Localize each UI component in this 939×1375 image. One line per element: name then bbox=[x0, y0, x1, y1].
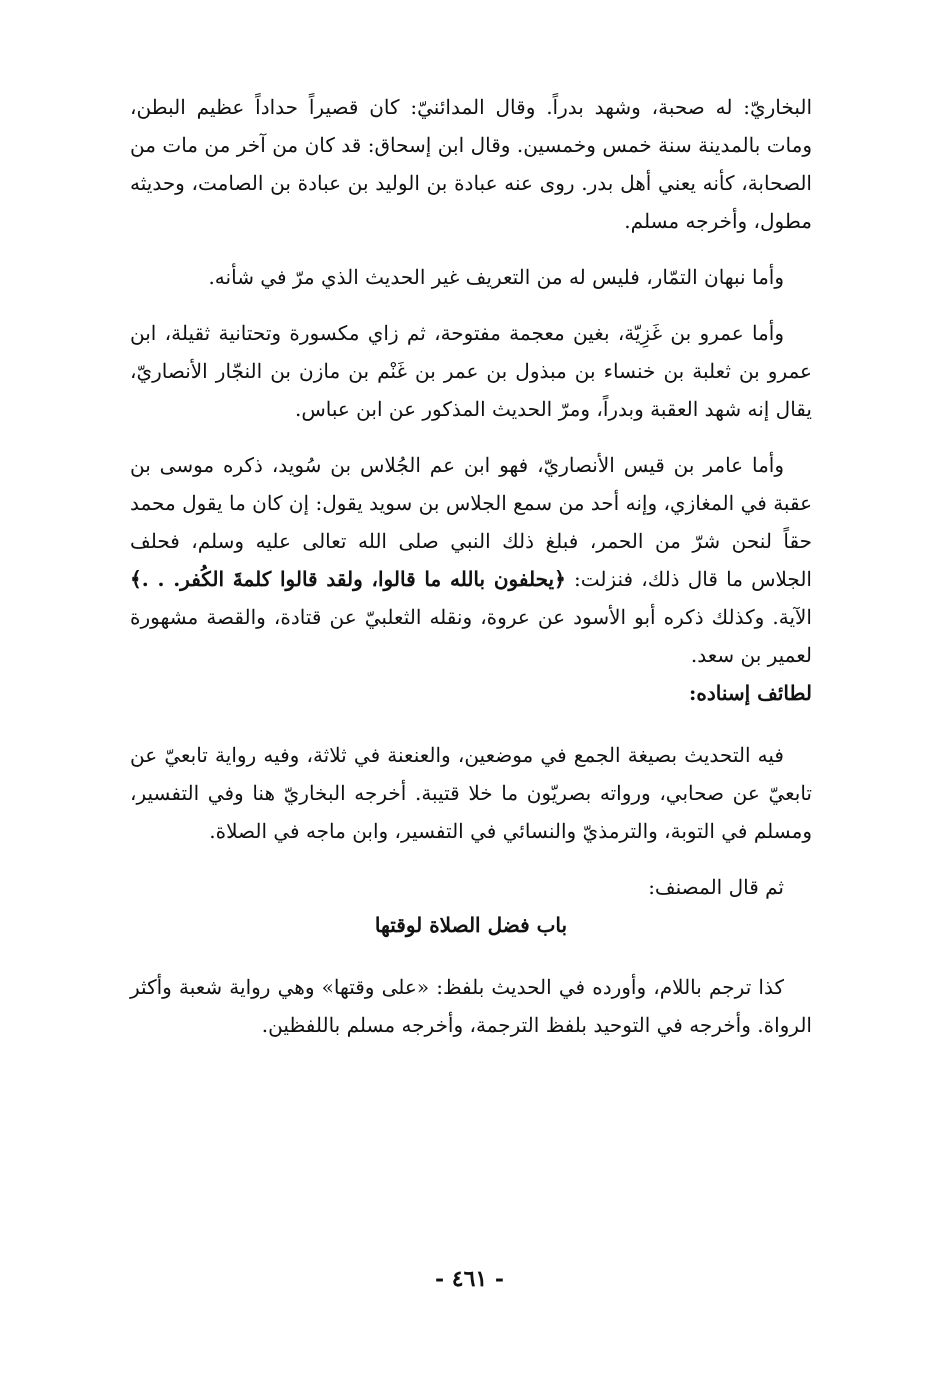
paragraph-amir-text-2: الآية. وكذلك ذكره أبو الأسود عن عروة، ونقله الثعلبيّ عن قتادة، والقصة مشهورة لعمير بن سعد. bbox=[130, 605, 812, 667]
page-body bbox=[130, 88, 812, 1044]
section-heading-isnad: لطائف إسناده: bbox=[688, 681, 812, 705]
paragraph-nabhan: وأما نبهان التمّار، فليس له من التعريف غير الحديث الذي مرّ في شأنه. bbox=[208, 265, 784, 289]
paragraph-amr-ibn-ghaziyya: وأما عمرو بن غَزِيّة، بغين معجمة مفتوحة، ثم زاي مكسورة وتحتانية ثقيلة، ابن عمرو بن ثعلبة بن خنساء بن مبذول بن عمر بن غَنْم بن مازن بن النجّار الأنصاريّ، يقال إنه شهد العقبة وبدراً، ومرّ الحديث المذكور عن ابن عباس. bbox=[130, 321, 812, 421]
page-number: - ٤٦١ - bbox=[434, 1266, 505, 1292]
paragraph-isnad-details: فيه التحديث بصيغة الجمع في موضعين، والعنعنة في ثلاثة، وفيه رواية تابعيّ عن تابعيّ عن صحابي، ورواته بصريّون ما خلا قتيبة. أخرجه البخاريّ هنا وفي التفسير، ومسلم في التوبة، والترمذيّ والنسائي في التفسير، وابن ماجه في الصلاة. bbox=[130, 743, 812, 843]
chapter-title: باب فضل الصلاة لوقتها bbox=[374, 913, 568, 937]
paragraph-chapter-commentary: كذا ترجم باللام، وأورده في الحديث بلفظ: «على وقتها» وهي رواية شعبة وأكثر الرواة. وأخرجه في التوحيد بلفظ الترجمة، وأخرجه مسلم باللفظين. bbox=[130, 975, 812, 1037]
paragraph-author-said: ثم قال المصنف: bbox=[648, 875, 784, 899]
paragraph-bukhari-sahaba: البخاريّ: له صحبة، وشهد بدراً. وقال المدائنيّ: كان قصيراً حداداً عظيم البطن، ومات بالمدينة سنة خمس وخمسين. وقال ابن إسحاق: قد كان من آخر من مات من الصحابة، كأنه يعني أهل بدر. روى عنه عبادة بن الوليد بن عبادة بن الصامت، وحديثه مطول، وأخرجه مسلم. bbox=[130, 95, 812, 233]
paragraph-amir-text-1: وأما عامر بن قيس الأنصاريّ، فهو ابن عم الجُلاس بن سُويد، ذكره موسى بن عقبة في المغازي، وإنه أحد من سمع الجلاس بن سويد يقول: إن كان ما يقول محمد حقاً لنحن شرّ من الحمر، فبلغ ذلك النبي صلى الله تعالى عليه وسلم، فحلف الجلاس ما قال ذلك، فنزلت: bbox=[130, 453, 812, 591]
paragraph-amir-ibn-qays bbox=[130, 446, 812, 674]
quran-quote: ﴿يحلفون بالله ما قالوا، ولقد قالوا كلمةَ الكُفر. . .﴾ bbox=[130, 567, 566, 591]
